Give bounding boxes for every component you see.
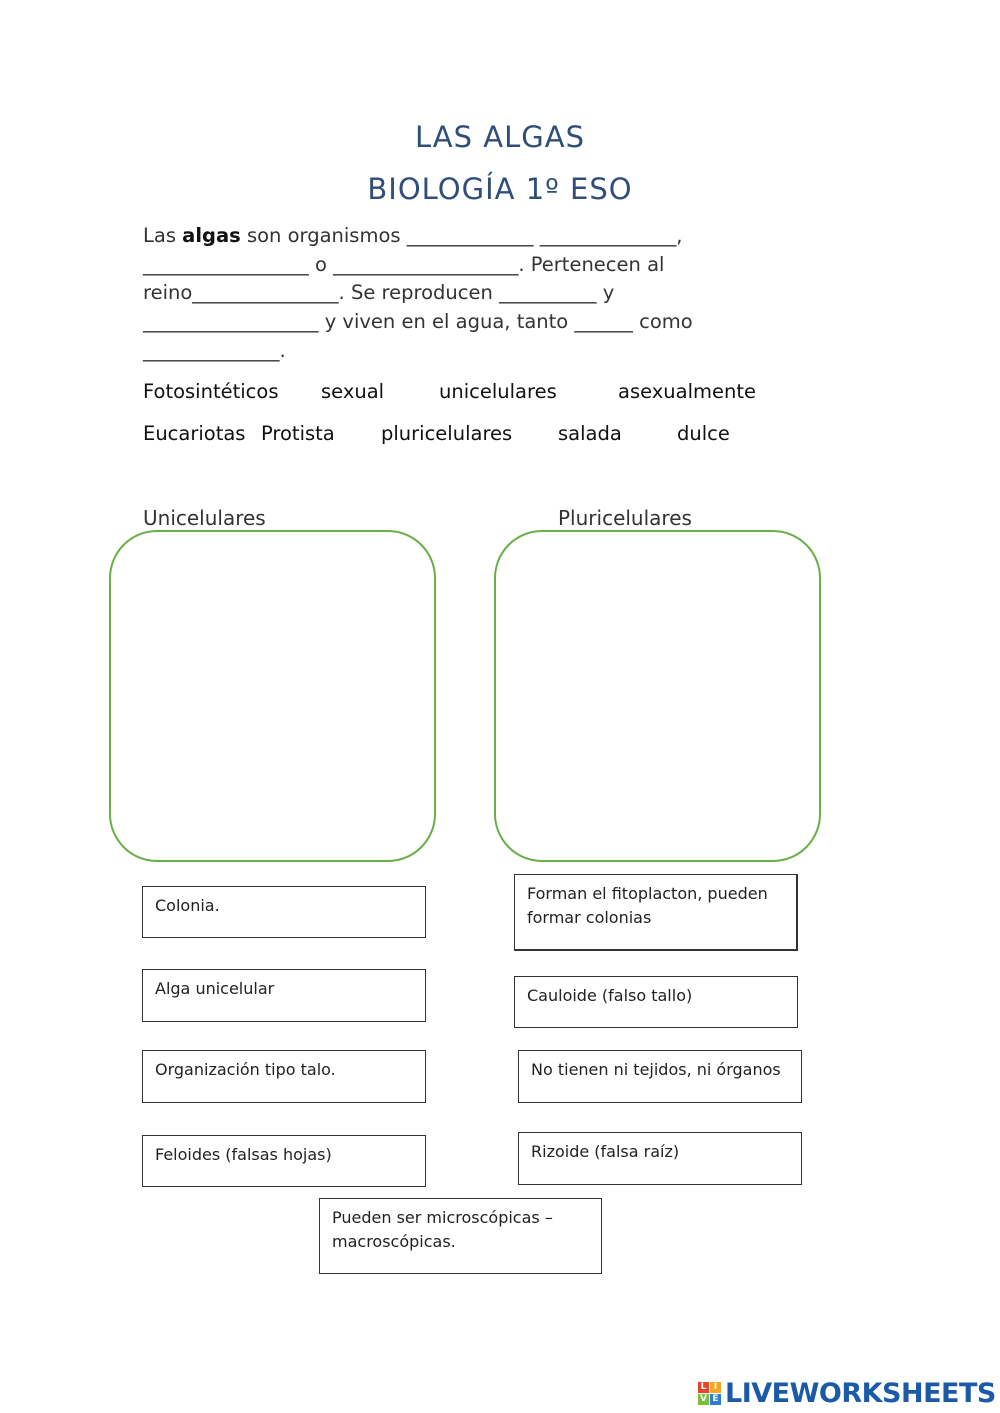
- word-option[interactable]: asexualmente: [618, 380, 757, 403]
- unicelulares-drop-zone[interactable]: [109, 530, 436, 862]
- card-organizacion-talo[interactable]: Organización tipo talo.: [142, 1050, 426, 1103]
- card-cauloide[interactable]: Cauloide (falso tallo): [514, 976, 798, 1028]
- card-colonia[interactable]: Colonia.: [142, 886, 426, 938]
- logo-letter: V: [698, 1394, 709, 1405]
- card-fitoplacton[interactable]: Forman el fitoplacton, pueden formar colonias: [514, 874, 798, 951]
- logo-mark-icon: [698, 1382, 721, 1405]
- page-subtitle: BIOLOGÍA 1º ESO: [367, 172, 633, 206]
- word-bank-row-2: [143, 422, 763, 450]
- page-title: LAS ALGAS: [414, 120, 585, 154]
- card-alga-unicelular[interactable]: Alga unicelular: [142, 969, 426, 1022]
- keyword-algas: algas: [182, 224, 241, 247]
- word-bank-row-1: [143, 380, 763, 408]
- word-option[interactable]: Protista: [261, 422, 335, 445]
- card-rizoide[interactable]: Rizoide (falsa raíz): [518, 1132, 802, 1185]
- unicelulares-label: Unicelulares: [143, 506, 266, 530]
- paragraph-text: Las: [143, 224, 183, 247]
- card-feloides[interactable]: Feloides (falsas hojas): [142, 1135, 426, 1187]
- logo-text: LIVEWORKSHEETS: [725, 1377, 996, 1409]
- word-option[interactable]: dulce: [677, 422, 730, 445]
- paragraph-line-4: __________________ y viven en el agua, tanto ______ como: [143, 310, 693, 333]
- paragraph-line-5: ______________.: [143, 339, 286, 362]
- word-option[interactable]: sexual: [321, 380, 385, 403]
- pluricelulares-label: Pluricelulares: [558, 506, 692, 530]
- pluricelulares-drop-zone[interactable]: [494, 530, 821, 862]
- word-option[interactable]: Fotosintéticos: [143, 380, 279, 403]
- paragraph-line-3: reino_______________. Se reproducen __________ y: [143, 281, 615, 304]
- liveworksheets-logo: [698, 1377, 996, 1409]
- card-sin-tejidos[interactable]: No tienen ni tejidos, ni órganos: [518, 1050, 802, 1103]
- logo-letter: E: [710, 1394, 721, 1405]
- word-option[interactable]: salada: [558, 422, 622, 445]
- word-option[interactable]: unicelulares: [439, 380, 557, 403]
- logo-letter: I: [710, 1382, 721, 1393]
- logo-letter: L: [698, 1382, 709, 1393]
- word-option[interactable]: pluricelulares: [381, 422, 513, 445]
- card-microscopicas[interactable]: Pueden ser microscópicas – macroscópicas.: [319, 1198, 602, 1274]
- word-option[interactable]: Eucariotas: [143, 422, 246, 445]
- paragraph-line-1: [143, 224, 682, 247]
- paragraph-text: son organismos _____________ ______________,: [240, 224, 683, 247]
- paragraph-line-2: _________________ o ___________________. Pertenecen al: [143, 253, 665, 276]
